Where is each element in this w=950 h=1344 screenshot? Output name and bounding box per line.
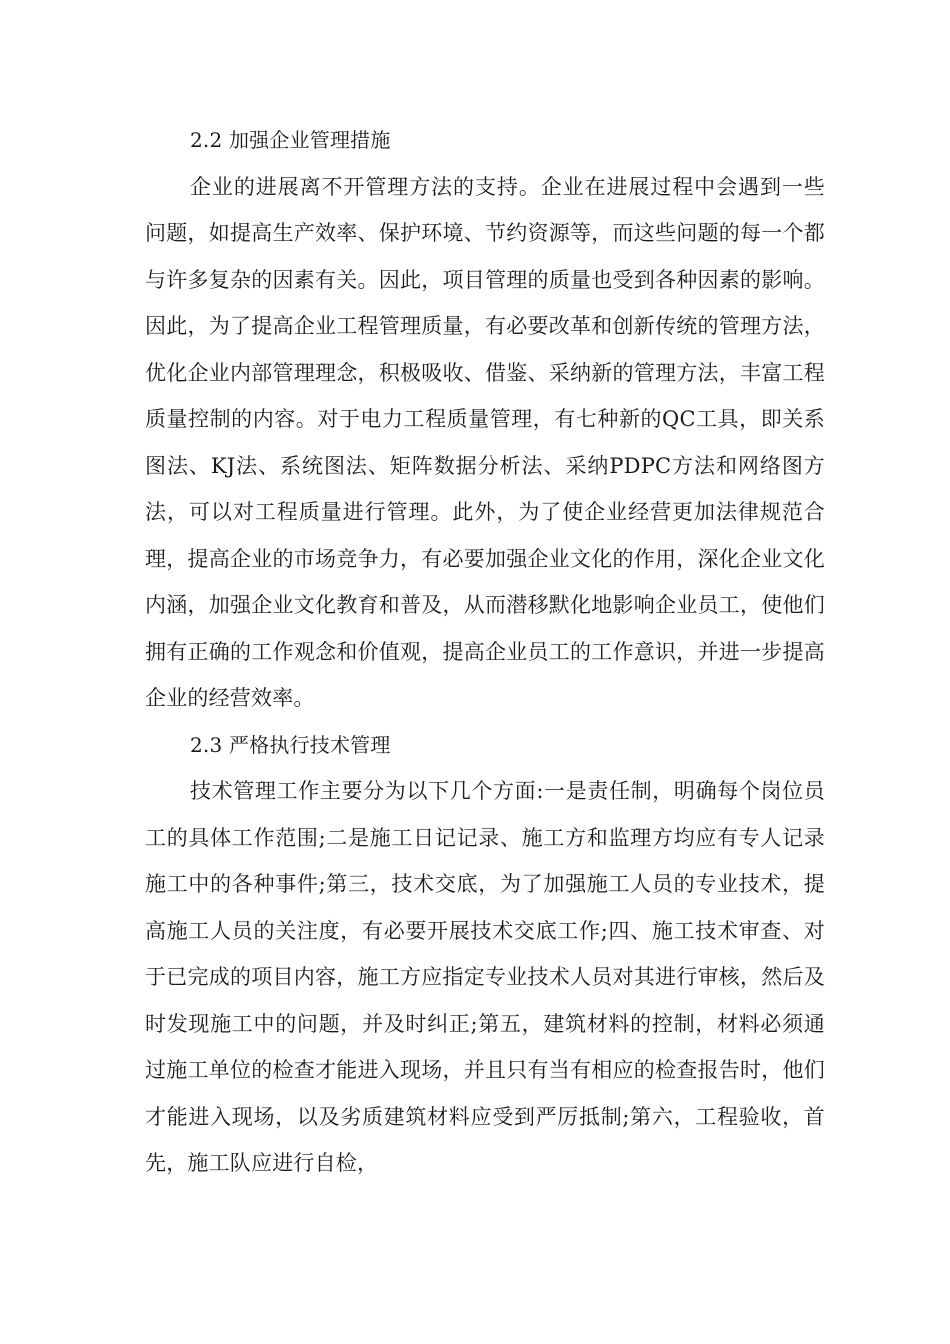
document-body xyxy=(145,117,825,1187)
section-heading-2-2: 2.2 加强企业管理措施 xyxy=(190,128,391,152)
section-paragraph-2-3: 技术管理工作主要分为以下几个方面:一是责任制，明确每个岗位员工的具体工作范围;二是施工日记记录、施工方和监理方均应有专人记录施工中的各种事件;第三，技术交底，为了加强施工人员的专业技术，提高施工人员的关注度，有必要开展技术交底工作;四、施工技术审查、对于已完成的项目内容，施工方应指定专业技术人员对其进行审核，然后及时发现施工中的问题，并及时纠正;第五，建筑材料的控制，材料必须通过施工单位的检查才能进入现场，并且只有当有相应的检查报告时，他们才能进入现场，以及劣质建筑材料应受到严厉抵制;第六，工程验收，首先，施工队应进行自检， xyxy=(145,779,825,1175)
section-heading-2-3: 2.3 严格执行技术管理 xyxy=(190,732,391,757)
section-paragraph-2-2: 企业的进展离不开管理方法的支持。企业在进展过程中会遇到一些问题，如提高生产效率、保护环境、节约资源等，而这些问题的每一个都与许多复杂的因素有关。因此，项目管理的质量也受到各种因素的影响。因此，为了提高企业工程管理质量，有必要改革和创新传统的管理方法，优化企业内部管理理念，积极吸收、借鉴、采纳新的管理方法，丰富工程质量控制的内容。对于电力工程质量管理，有七种新的QC工具，即关系图法、KJ法、系统图法、矩阵数据分析法、采纳PDPC方法和网络图方法，可以对工程质量进行管理。此外，为了使企业经营更加法律规范合理，提高企业的市场竞争力，有必要加强企业文化的作用，深化企业文化内涵，加强企业文化教育和普及，从而潜移默化地影响企业员工，使他们拥有正确的工作观念和价值观，提高企业员工的工作意识，并进一步提高企业的经营效率。 xyxy=(145,174,825,710)
